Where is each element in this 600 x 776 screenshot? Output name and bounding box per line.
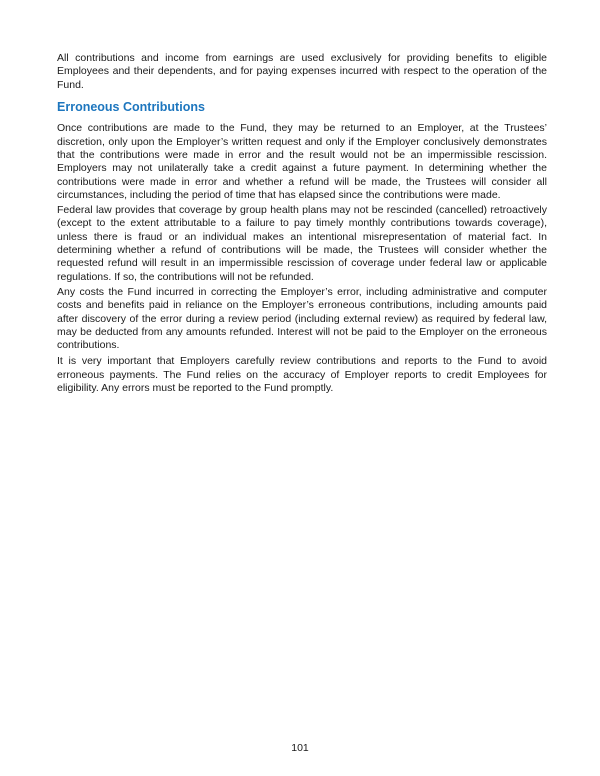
section-heading: Erroneous Contributions — [57, 100, 205, 115]
body-paragraph: Federal law provides that coverage by group health plans may not be rescinded (cancelled) retroactively (except to the extent attributable to a failure to pay timely monthly contributions towards coverage), unless there is fraud or an individual makes an intentional misrepresentation of material fact. In determining whether a refund of contributions will be made, the Trustees will consider whether the requested refund will result in an impermissible rescission of coverage under federal law or applicable regulations. If so, the contributions will not be refunded. — [57, 204, 547, 283]
body-paragraph: Any costs the Fund incurred in correcting the Employer’s error, including administrative and computer costs and benefits paid in reliance on the Employer’s erroneous contributions, including amounts paid after discovery of the error during a review period (including external review) as required by federal law, may be deducted from any amounts refunded. Interest will not be paid to the Employer on the erroneous contributions. — [57, 285, 547, 352]
body-paragraph: It is very important that Employers carefully review contributions and reports to the Fund to avoid erroneous payments. The Fund relies on the accuracy of Employer reports to credit Employees for eligibility. Any errors must be reported to the Fund promptly. — [57, 355, 547, 395]
intro-paragraph: All contributions and income from earnings are used exclusively for providing benefits to eligible Employees and their dependents, and for paying expenses incurred with respect to the operation of the Fund. — [57, 52, 547, 91]
body-paragraph: Once contributions are made to the Fund, they may be returned to an Employer, at the Trustees’ discretion, only upon the Employer’s written request and only if the Employer conclusively demonstrates that the contributions were made in error and the result would not be an impermissible rescission. Employers may not unilaterally take a credit against a future payment. In determining whether the contributions were made in error and whether a refund will be made, the Trustees will consider all circumstances, including the period of time that has elapsed since the contributions were made. — [57, 122, 547, 201]
page-number: 101 — [291, 742, 309, 754]
page-content — [57, 52, 547, 395]
